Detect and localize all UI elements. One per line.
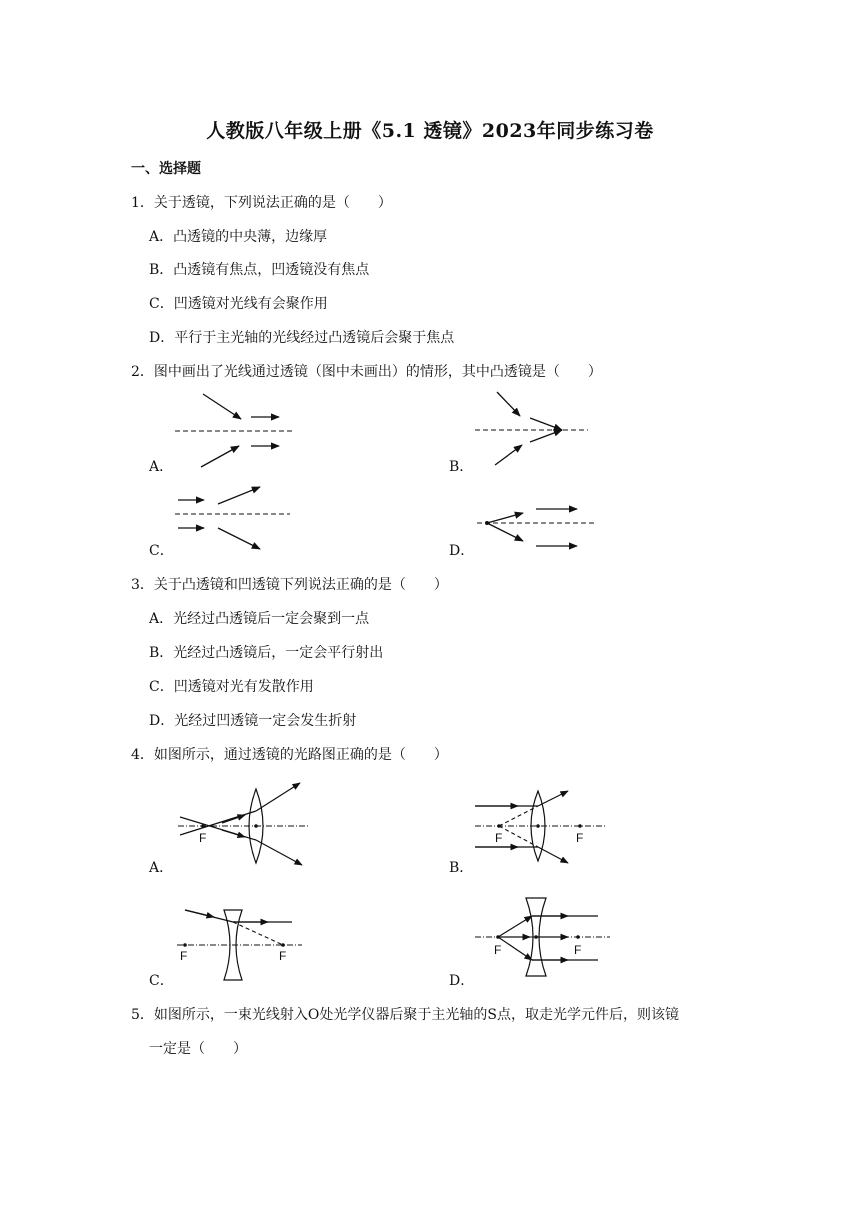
question-2-figure-c [170, 480, 295, 555]
question-2-figure-a [165, 388, 300, 478]
page-title: 人教版八年级上册《5.1 透镜》2023年同步练习卷 [206, 120, 654, 142]
question-4-label-d: D． [449, 973, 475, 989]
question-3-option-c: C．凹透镜对光有发散作用 [149, 679, 314, 695]
question-5-stem-line-1: 5．如图所示，一束光线射入O处光学仪器后聚于主光轴的S点，取走光学元件后，则该镜 [131, 1007, 679, 1023]
question-4-d-focus-label-left: F [494, 943, 502, 957]
question-4-b-focus-label-left: F [495, 831, 503, 845]
question-4-b-focus-label-right: F [576, 831, 584, 845]
question-2-label-b: B． [449, 459, 474, 475]
question-4-a-focus-label: F [199, 831, 207, 845]
question-4-figure-b [470, 785, 610, 870]
question-4-c-focus-label-left: F [180, 949, 188, 963]
question-1-option-d: D．平行于主光轴的光线经过凸透镜后会聚于焦点 [149, 330, 455, 346]
question-3-stem: 3．关于凸透镜和凹透镜下列说法正确的是（ ） [131, 577, 448, 593]
question-2-label-a: A． [149, 459, 174, 475]
question-4-stem: 4．如图所示，通过透镜的光路图正确的是（ ） [131, 747, 448, 763]
question-2-figure-b [470, 385, 595, 475]
question-4-d-focus-label-right: F [574, 943, 582, 957]
question-1-option-a: A．凸透镜的中央薄，边缘厚 [149, 229, 328, 245]
question-4-label-c: C． [149, 973, 174, 989]
question-4-figure-c [172, 898, 307, 988]
question-5-stem-line-2: 一定是（ ） [149, 1041, 247, 1057]
question-1-option-b: B．凸透镜有焦点，凹透镜没有焦点 [149, 262, 370, 278]
question-4-label-a: A． [149, 860, 174, 876]
question-4-figure-d [470, 890, 615, 985]
question-4-figure-a [170, 775, 315, 875]
question-3-option-d: D．光经过凹透镜一定会发生折射 [149, 713, 357, 729]
question-2-figure-d [472, 495, 602, 555]
question-2-label-d: D． [449, 543, 475, 559]
question-3-option-a: A．光经过凸透镜后一定会聚到一点 [149, 611, 370, 627]
section-heading: 一、选择题 [131, 161, 201, 177]
question-3-option-b: B．光经过凸透镜后，一定会平行射出 [149, 645, 384, 661]
question-4-c-focus-label-right: F [279, 949, 287, 963]
question-4-label-b: B． [449, 860, 474, 876]
question-1-stem: 1．关于透镜，下列说法正确的是（ ） [131, 195, 392, 211]
question-2-label-c: C． [149, 543, 174, 559]
question-1-option-c: C．凹透镜对光线有会聚作用 [149, 296, 328, 312]
question-2-stem: 2．图中画出了光线通过透镜（图中未画出）的情形，其中凸透镜是（ ） [131, 364, 602, 380]
